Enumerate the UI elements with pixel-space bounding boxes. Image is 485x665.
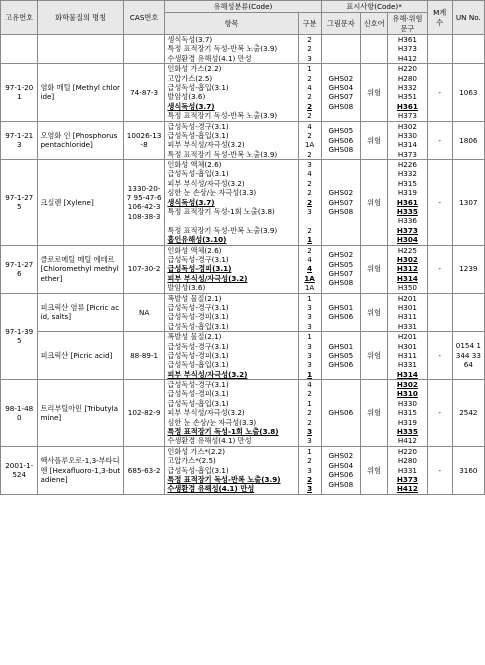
un-number: 3160 xyxy=(452,446,484,494)
hazard-item-line: 급성독성-경구(3.1) xyxy=(167,254,229,264)
hazard-category-line: 3 xyxy=(307,53,312,63)
hazard-category-line: 2 xyxy=(307,178,312,188)
hazard-category-line: 2 xyxy=(307,474,313,484)
hazard-item-line: 피부 부식성/자극성(3.2) xyxy=(167,408,245,418)
hazard-category-line: 3 xyxy=(307,484,313,494)
hazard-category-line: 2 xyxy=(307,44,312,54)
hazard-category-line: 1 xyxy=(307,398,312,408)
header-name: 화학물질의 명칭 xyxy=(38,1,123,35)
hazard-item xyxy=(165,245,298,293)
hazard-item-line: 특정 표적장기 독성-1회 노출(3.8) xyxy=(167,207,275,217)
signal-word: 위험 xyxy=(361,160,388,246)
hazard-category-line: 2 xyxy=(307,101,313,111)
hazard-statement-codes-line: H350 xyxy=(397,283,417,293)
header-category: 구분 xyxy=(298,13,321,35)
pictogram-codes-line: GHS02 xyxy=(328,451,354,461)
hazard-statement-codes-line: H412 xyxy=(397,53,417,63)
hazard-category-line: 3 xyxy=(307,341,312,351)
m-factor: - xyxy=(427,64,452,121)
hazard-item-line: 발암성(3.6) xyxy=(167,283,206,293)
chemical-id: 97-1-276 xyxy=(1,245,38,293)
pictogram-codes-line: GHS08 xyxy=(328,101,354,111)
table-row xyxy=(1,64,485,121)
hazard-category-line: 2 xyxy=(307,149,312,159)
signal-word: 위험 xyxy=(361,64,388,121)
hazard-statement-codes-line: H280 xyxy=(397,456,417,466)
hazard-category xyxy=(298,64,321,121)
hazard-item-line: 수생환경 유해성(4.1) 만성 xyxy=(167,53,252,63)
hazard-statement-codes-line: H220 xyxy=(397,446,417,456)
m-factor: - xyxy=(427,121,452,160)
header-item: 항목 xyxy=(165,13,298,35)
table-row xyxy=(1,35,485,64)
hazard-category-line: 3 xyxy=(307,312,312,322)
hazard-statement-codes-line: H201 xyxy=(397,332,417,342)
hazard-statement-codes-line: H332 xyxy=(397,82,417,92)
hazard-category xyxy=(298,380,321,447)
hazard-statement-codes-line: H225 xyxy=(397,245,417,255)
hazard-item-line: 급성독성-경구(3.1) xyxy=(167,121,229,131)
hazard-category-line: 4 xyxy=(307,380,312,390)
hazard-statement-codes-line: H311 xyxy=(397,312,417,322)
hazard-item-line: 급성독성-흡입(3.1) xyxy=(167,130,229,140)
pictogram-codes xyxy=(321,245,361,293)
m-factor xyxy=(427,293,452,332)
chemical-name: 트리부틸아민 [Tributylamine] xyxy=(38,380,123,447)
hazard-statement-codes xyxy=(388,160,428,246)
hazard-statement-codes-line: H304 xyxy=(396,235,418,245)
hazard-category-line: 1 xyxy=(307,369,313,379)
pictogram-codes-line: GHS07 xyxy=(328,92,354,102)
un-number xyxy=(452,293,484,332)
m-factor: - xyxy=(427,245,452,293)
hazard-category xyxy=(298,160,321,246)
signal-word: 위험 xyxy=(361,245,388,293)
pictogram-codes-line: GHS04 xyxy=(328,82,354,92)
hazard-item-line: 생식독성(3.7) xyxy=(167,101,215,111)
pictogram-codes-line: GHS08 xyxy=(328,144,354,154)
hazard-statement-codes-line: H280 xyxy=(397,73,417,83)
hazard-statement-codes-line: H201 xyxy=(397,293,417,303)
hazard-category xyxy=(298,121,321,160)
table-row xyxy=(1,293,485,332)
chemical-name: 클로로메틸 메틸 에테르 [Chloromethyl methyl ether] xyxy=(38,245,123,293)
hazard-category-line: 2 xyxy=(307,92,312,102)
hazard-statement-codes xyxy=(388,245,428,293)
pictogram-codes-line: GHS06 xyxy=(328,312,354,322)
pictogram-codes-line: GHS06 xyxy=(328,408,354,418)
m-factor: - xyxy=(427,380,452,447)
hazard-category-line: 2 xyxy=(307,130,312,140)
hazard-category-line: 4 xyxy=(307,121,312,131)
hazard-category xyxy=(298,245,321,293)
un-number: 1239 xyxy=(452,245,484,293)
cas-number: 10026-13-8 xyxy=(123,121,165,160)
cas-number: 107-30-2 xyxy=(123,245,165,293)
hazard-category-line: 3 xyxy=(307,465,312,475)
signal-word: 위험 xyxy=(361,332,388,380)
hazard-category-line: 3 xyxy=(307,350,312,360)
pictogram-codes-line: GHS06 xyxy=(328,470,354,480)
hazard-item-line: 심한 눈 손상/눈 자극성(3.3) xyxy=(167,188,257,198)
hazard-item xyxy=(165,160,298,246)
hazard-statement-codes-line: H330 xyxy=(397,130,417,140)
hazard-item-line: 수생환경 유해성(4.1) 만성 xyxy=(167,484,255,494)
cas-number xyxy=(123,35,165,64)
pictogram-codes xyxy=(321,293,361,332)
hazard-category-line: 3 xyxy=(307,302,312,312)
hazard-item-line: 생식독성(3.7) xyxy=(167,35,213,44)
cas-number: NA xyxy=(123,293,165,332)
pictogram-codes-line: GHS06 xyxy=(328,135,354,145)
hazard-category-line: 2 xyxy=(307,456,312,466)
chemical-name xyxy=(38,35,123,64)
hazard-category-line: 4 xyxy=(307,169,312,179)
hazard-statement-codes-line: H336 xyxy=(397,216,417,226)
chemical-id: 97-1-275 xyxy=(1,160,38,246)
signal-word: 위험 xyxy=(361,293,388,332)
hazard-item-line: 급성독성-흡입(3.1) xyxy=(167,465,229,475)
hazard-category-line: 2 xyxy=(307,188,312,198)
pictogram-codes-line: GHS07 xyxy=(328,269,354,279)
header-signal-word: 신호어 xyxy=(361,13,388,35)
header-hazard-group: 유해성분류(Code) xyxy=(165,1,321,13)
m-factor: - xyxy=(427,446,452,494)
pictogram-codes-line: GHS02 xyxy=(328,250,354,260)
hazard-statement-codes-line: H373 xyxy=(397,111,417,121)
hazard-statement-codes-line: H311 xyxy=(397,350,417,360)
hazard-statement-codes-line: H351 xyxy=(397,92,417,102)
hazard-category-line: 1 xyxy=(307,332,312,342)
hazard-category-line: 3 xyxy=(307,160,312,170)
hazard-statement-codes xyxy=(388,446,428,494)
hazard-category-line: 4 xyxy=(307,264,313,274)
chemical-id: 98-1-480 xyxy=(1,380,38,447)
table-body xyxy=(1,35,485,495)
hazard-item-line: 급성독성-흡입(3.1) xyxy=(167,398,229,408)
hazard-statement-codes-line: H373 xyxy=(397,44,417,54)
hazard-category-line: 3 xyxy=(307,207,312,217)
hazard-statement-codes xyxy=(388,380,428,447)
hazard-statement-codes-line: H331 xyxy=(397,360,417,370)
hazard-item-line: 급성독성-경피(3.1) xyxy=(167,350,229,360)
hazard-statement-codes-line: H314 xyxy=(396,369,418,379)
pictogram-codes-line: GHS08 xyxy=(328,207,354,217)
chemical-id: 97-1-213 xyxy=(1,121,38,160)
hazard-statement-codes-line: H226 xyxy=(397,160,417,170)
hazard-statement-codes-line: H312 xyxy=(396,264,418,274)
hazard-statement-codes-line: H319 xyxy=(397,417,417,427)
hazard-statement-codes-line: H331 xyxy=(397,321,417,331)
pictogram-codes-line: GHS02 xyxy=(328,188,354,198)
un-number: 0154 1344 3364 xyxy=(452,332,484,380)
un-number: 1307 xyxy=(452,160,484,246)
cas-number: 88-89-1 xyxy=(123,332,165,380)
hazard-statement-codes xyxy=(388,332,428,380)
chemical-id: 97-1-201 xyxy=(1,64,38,121)
hazard-category-line: 1A xyxy=(304,283,315,293)
table-row xyxy=(1,245,485,293)
hazard-statement-codes-line: H361 xyxy=(397,35,417,44)
hazard-item xyxy=(165,293,298,332)
hazard-statement-codes-line: H302 xyxy=(396,380,418,390)
hazard-item-line: 특정 표적장기 독성-반복 노출(3.9) xyxy=(167,225,278,235)
hazard-category-line: 2 xyxy=(307,197,313,207)
pictogram-codes-line: GHS01 xyxy=(328,302,354,312)
hazard-category-line xyxy=(301,216,319,225)
header-pictogram: 그림문자 xyxy=(321,13,361,35)
cas-number: 685-63-2 xyxy=(123,446,165,494)
hazard-statement-codes-line: H315 xyxy=(397,178,417,188)
table-row xyxy=(1,121,485,160)
chemical-name: 헥사플루오로-1,3-부타디엔 [Hexafluoro-1,3-butadiene] xyxy=(38,446,123,494)
hazard-item-line xyxy=(167,216,295,225)
pictogram-codes-line: GHS08 xyxy=(328,278,354,288)
hazard-category xyxy=(298,293,321,332)
hazard-statement-codes-line: H335 xyxy=(396,207,418,217)
hazard-statement-codes-line: H314 xyxy=(396,273,418,283)
hazard-item-line: 특정 표적장기 독성-1회 노출(3.8) xyxy=(167,427,279,437)
hazard-statement-codes-line: H302 xyxy=(396,254,418,264)
hazard-category-line: 2 xyxy=(307,111,312,121)
hazard-category-line: 3 xyxy=(307,360,312,370)
hazard-item-line: 급성독성-경피(3.1) xyxy=(167,264,232,274)
hazard-statement-codes-line: H373 xyxy=(397,149,417,159)
hazard-item-line: 급성독성-경구(3.1) xyxy=(167,302,229,312)
hazard-item-line: 급성독성-경피(3.1) xyxy=(167,389,229,399)
hazard-category xyxy=(298,332,321,380)
hazard-item-line: 인화성 액체(2.6) xyxy=(167,160,222,170)
pictogram-codes xyxy=(321,332,361,380)
hazard-item-line: 심한 눈 손상/눈 자극성(3.3) xyxy=(167,417,257,427)
hazard-statement-codes-line: H314 xyxy=(397,140,417,150)
signal-word: 위험 xyxy=(361,380,388,447)
hazard-item xyxy=(165,121,298,160)
hazard-category-line: 1A xyxy=(304,273,315,283)
hazard-category xyxy=(298,446,321,494)
pictogram-codes-line: GHS05 xyxy=(328,259,354,269)
hazard-statement-codes-line: H301 xyxy=(397,341,417,351)
hazard-category-line: 3 xyxy=(307,436,312,446)
hazard-statement-codes-line: H331 xyxy=(397,465,417,475)
cas-number: 102-82-9 xyxy=(123,380,165,447)
hazard-item-line: 생식독성(3.7) xyxy=(167,197,215,207)
pictogram-codes-line: GHS07 xyxy=(328,197,354,207)
hazard-statement-codes-line: H315 xyxy=(397,408,417,418)
pictogram-codes-line: GHS01 xyxy=(328,341,354,351)
hazard-category-line: 4 xyxy=(307,254,312,264)
hazard-category-line: 2 xyxy=(307,245,312,255)
hazard-statement-codes-line: H330 xyxy=(397,398,417,408)
pictogram-codes xyxy=(321,64,361,121)
hazard-category-line: 2 xyxy=(307,225,312,235)
hazard-item-line: 특정 표적장기 독성-반복 노출(3.9) xyxy=(167,149,278,159)
hazard-statement-codes xyxy=(388,121,428,160)
header-label-group: 표시사항(Code)* xyxy=(321,1,427,13)
chemical-id xyxy=(1,35,38,64)
chemical-name: 염화 메틸 [Methyl chloride] xyxy=(38,64,123,121)
hazard-item-line: 인화성 가스*(2.2) xyxy=(167,446,226,456)
hazard-category-line: 4 xyxy=(307,82,312,92)
hazard-item-line: 특정 표적장기 독성-반복 노출(3.9) xyxy=(167,474,281,484)
cas-number: 1330-20-7 95-47-6 106-42-3 108-38-3 xyxy=(123,160,165,246)
hazard-statement-codes xyxy=(388,64,428,121)
hazard-statement-codes-line: H310 xyxy=(396,389,418,399)
header-id: 고유번호 xyxy=(1,1,38,35)
hazard-statement-codes xyxy=(388,35,428,64)
hazard-item xyxy=(165,35,298,64)
pictogram-codes-line: GHS02 xyxy=(328,73,354,83)
header-hazard-statement: 유해·위험 문구 xyxy=(388,13,428,35)
un-number: 1063 xyxy=(452,64,484,121)
hazard-item-line: 급성독성-흡입(3.1) xyxy=(167,360,229,370)
hazard-item-line: 급성독성-흡입(3.1) xyxy=(167,82,229,92)
table-row xyxy=(1,446,485,494)
hazard-item-line: 폭발성 물질(2.1) xyxy=(167,293,222,303)
hazard-statement-codes-line: H373 xyxy=(396,225,418,235)
header-un-no: UN No. xyxy=(452,1,484,35)
hazard-category-line: 1A xyxy=(304,140,315,150)
un-number: 1806 xyxy=(452,121,484,160)
table-row xyxy=(1,160,485,246)
hazard-item-line: 급성독성-경피(3.1) xyxy=(167,312,229,322)
hazard-category-line: 2 xyxy=(307,408,312,418)
m-factor: - xyxy=(427,332,452,380)
chemical-name: 피크릭산 [Picric acid] xyxy=(38,332,123,380)
chemical-id: 2001-1-524 xyxy=(1,446,38,494)
pictogram-codes xyxy=(321,121,361,160)
hazard-statement-codes-line: H412 xyxy=(396,484,418,494)
hazard-item-line: 인화성 가스(2.2) xyxy=(167,64,222,74)
m-factor: - xyxy=(427,160,452,246)
hazard-category-line: 2 xyxy=(307,417,312,427)
hazard-item xyxy=(165,332,298,380)
hazard-item-line: 피부 부식성/자극성(3.2) xyxy=(167,178,245,188)
hazard-statement-codes-line: H332 xyxy=(397,169,417,179)
hazard-item-line: 수생환경 유해성(4.1) 만성 xyxy=(167,436,252,446)
hazard-category-line: 2 xyxy=(307,73,312,83)
chemical-name: 크실렌 [Xylene] xyxy=(38,160,123,246)
table-row xyxy=(1,380,485,447)
hazard-statement-codes-line: H335 xyxy=(396,427,418,437)
hazard-category-line: 1 xyxy=(307,235,313,245)
hazard-category-line: 2 xyxy=(307,35,312,44)
hazard-item-line: 흡인유해성(3.10) xyxy=(167,235,227,245)
pictogram-codes-line: GHS05 xyxy=(328,126,354,136)
hazard-item-line: 피부 부식성/자극성(3.2) xyxy=(167,140,245,150)
hazard-statement-codes-line: H361 xyxy=(396,101,418,111)
un-number xyxy=(452,35,484,64)
signal-word: 위험 xyxy=(361,121,388,160)
hazard-category xyxy=(298,35,321,64)
hazard-item-line: 발암성(3.6) xyxy=(167,92,206,102)
hazard-category-line: 1 xyxy=(307,64,312,74)
hazard-statement-codes xyxy=(388,293,428,332)
hazard-category-line: 2 xyxy=(307,389,312,399)
pictogram-codes-line: GHS05 xyxy=(328,350,354,360)
chemical-id: 97-1-395 xyxy=(1,293,38,380)
hazard-item-line: 급성독성-흡입(3.1) xyxy=(167,169,229,179)
hazard-statement-codes-line: H302 xyxy=(397,121,417,131)
hazard-statement-codes-line: H220 xyxy=(397,64,417,74)
hazard-item-line: 급성독성-경구(3.1) xyxy=(167,341,229,351)
chemical-name: 피크릭산 염류 [Picric acid, salts] xyxy=(38,293,123,332)
hazard-item-line: 피부 부식성/자극성(3.2) xyxy=(167,369,248,379)
chemical-name: 오염화 인 [Phosphorus pentachloride] xyxy=(38,121,123,160)
hazard-item-line: 특정 표적장기 독성-반복 노출(3.9) xyxy=(167,111,278,121)
hazard-item-line: 인화성 액체(2.6) xyxy=(167,245,222,255)
pictogram-codes xyxy=(321,446,361,494)
pictogram-codes-line: GHS06 xyxy=(328,360,354,370)
hazard-item xyxy=(165,446,298,494)
hazard-statement-codes-line: H301 xyxy=(397,302,417,312)
cas-number: 74-87-3 xyxy=(123,64,165,121)
hazard-item-line: 특정 표적장기 독성-반복 노출(3.9) xyxy=(167,44,278,54)
hazard-statement-codes-line: H319 xyxy=(397,188,417,198)
hazard-item-line: 고압가스*(2.5) xyxy=(167,456,216,466)
pictogram-codes xyxy=(321,160,361,246)
pictogram-codes-line: GHS04 xyxy=(328,460,354,470)
signal-word: 위험 xyxy=(361,446,388,494)
pictogram-codes xyxy=(321,35,361,64)
hazard-item-line: 고압가스(2.5) xyxy=(167,73,213,83)
header-cas: CAS번호 xyxy=(123,1,165,35)
m-factor xyxy=(427,35,452,64)
hazard-statement-codes-line: H361 xyxy=(396,197,418,207)
hazard-category-line: 3 xyxy=(307,321,312,331)
hazard-item-line: 급성독성-경구(3.1) xyxy=(167,380,229,390)
hazard-statement-codes-line: H373 xyxy=(396,474,418,484)
header-m-factor: M계수 xyxy=(427,1,452,35)
hazard-category-line: 1 xyxy=(307,293,312,303)
hazard-category-line: 3 xyxy=(307,427,313,437)
hazard-category-line: 1 xyxy=(307,446,312,456)
hazard-item xyxy=(165,380,298,447)
signal-word xyxy=(361,35,388,64)
hazard-statement-codes-line: H412 xyxy=(397,436,417,446)
table-row xyxy=(1,332,485,380)
un-number: 2542 xyxy=(452,380,484,447)
hazard-item-line: 급성독성-흡입(3.1) xyxy=(167,321,229,331)
pictogram-codes-line: GHS08 xyxy=(328,479,354,489)
hazard-item xyxy=(165,64,298,121)
hazard-item-line: 폭발성 물질(2.1) xyxy=(167,332,222,342)
hazard-item-line: 피부 부식성/자극성(3.2) xyxy=(167,273,248,283)
pictogram-codes xyxy=(321,380,361,447)
